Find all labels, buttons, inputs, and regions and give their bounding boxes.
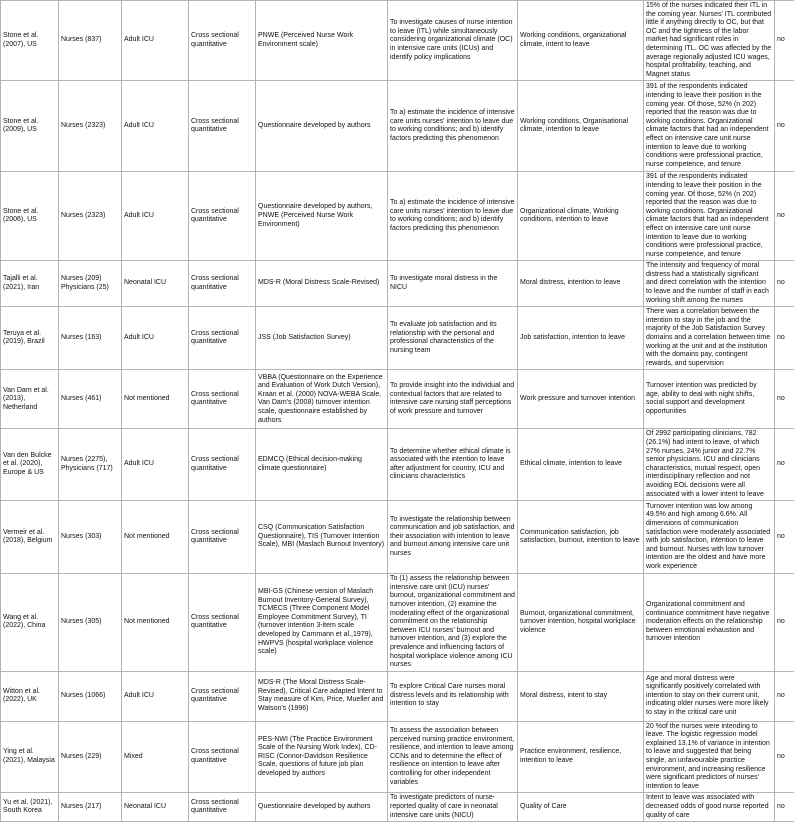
design-cell: Cross sectional quantitative	[189, 721, 256, 793]
instrument-cell: JSS (Job Satisfaction Survey)	[256, 307, 388, 370]
aim-cell: To investigate predictors of nurse-reported quality of care in neonatal intensive care units (NICU)	[388, 793, 518, 822]
findings-cell: 391 of the respondents indicated intending to leave their position in the coming year. Of those, 52% (n 202) reported that the reason was due to working conditions. Organizational climate factors that had an independent effect on intensive care unit nurse intention to leave due to working conditions were professional practice, nurse competence, and tenure	[644, 172, 775, 261]
design-cell: Cross sectional quantitative	[189, 793, 256, 822]
instrument-cell: PNWE (Perceived Nurse Work Environment scale)	[256, 1, 388, 81]
variables-cell: Moral distress, intention to leave	[518, 261, 644, 307]
study-cell: Van den Bulcke et al. (2020), Europe & US	[1, 429, 59, 501]
aim-cell: To assess the association between perceived nursing practice environment, resilience, and intention to leave among CCNs and to determine the effect of resilience on intention to leave after controlling for other independent variables	[388, 721, 518, 793]
intention-flag-cell: no	[775, 81, 794, 172]
findings-cell: 15% of the nurses indicated their ITL in the coming year. Nurses' ITL contributed little if anything directly to OC, but that OC and the tightness of the labor market had significant roles in determining ITL. OC was affected by the average regionally adjusted ICU wages, hospital profitability, teaching, and Magnet status	[644, 1, 775, 81]
table-row	[1, 721, 794, 793]
setting-cell: Neonatal ICU	[122, 261, 189, 307]
setting-cell: Not mentioned	[122, 370, 189, 429]
design-cell: Cross sectional quantitative	[189, 574, 256, 672]
studies-table-body	[1, 1, 794, 822]
aim-cell: To (1) assess the relationship between intensive care unit (ICU) nurses' burnout, organizational commitment and turnover intention, (2) examine the moderating effect of the organizational commitment on the relationship between ICU nurses' burnout and turnover intention, and (3) explore the prevalence and influencing factors of hospital workplace violence among ICU nurses	[388, 574, 518, 672]
table-row	[1, 307, 794, 370]
study-cell: Vermeir et al. (2018), Belgium	[1, 501, 59, 574]
intention-flag-cell: no	[775, 1, 794, 81]
participants-cell: Nurses (209) Physicians (25)	[59, 261, 122, 307]
study-cell: Stone et al. (2009), US	[1, 81, 59, 172]
aim-cell: To investigate moral distress in the NICU	[388, 261, 518, 307]
variables-cell: Communication satisfaction, job satisfaction, burnout, intention to leave	[518, 501, 644, 574]
variables-cell: Work pressure and turnover intention	[518, 370, 644, 429]
instrument-cell: MDS-R (Moral Distress Scale-Revised)	[256, 261, 388, 307]
intention-flag-cell: no	[775, 429, 794, 501]
study-cell: Witton et al. (2022), UK	[1, 671, 59, 721]
design-cell: Cross sectional quantitative	[189, 307, 256, 370]
findings-cell: Intent to leave was associated with decreased odds of good nurse reported quality of care	[644, 793, 775, 822]
table-row	[1, 81, 794, 172]
design-cell: Cross sectional quantitative	[189, 172, 256, 261]
participants-cell: Nurses (303)	[59, 501, 122, 574]
variables-cell: Job satisfaction, intention to leave	[518, 307, 644, 370]
table-row	[1, 574, 794, 672]
findings-cell: The intensity and frequency of moral distress had a statistically significant and direct correlation with the intention to leave and the number of staff in each working shift among the nurses	[644, 261, 775, 307]
instrument-cell: MBI-GS (Chinese version of Maslach Burnout Inventory-General Survey), TCMECS (Three Component Model Employee Commitment Survey), TI (turnover intention 3-item scale developed by Cammann et al.,1979), HWPVS (hospital workplace violence scale)	[256, 574, 388, 672]
participants-cell: Nurses (1066)	[59, 671, 122, 721]
table-row	[1, 671, 794, 721]
setting-cell: Adult ICU	[122, 81, 189, 172]
setting-cell: Not mentioned	[122, 574, 189, 672]
table-row	[1, 172, 794, 261]
table-row	[1, 501, 794, 574]
findings-cell: Of 2992 participating clinicians, 782 (26.1%) had intent to leave, of which 27% nurses, 24% junior and 22.7% senior physicians. ICU and clinicians characteristics, mutual respect, open interdisciplinary reflection and not avoiding EOL decisions were all associated with a lower intent to leave	[644, 429, 775, 501]
aim-cell: To a) estimate the incidence of intensive care units nurses' intention to leave due to working conditions; and b) identify factors predicting this phenomenon	[388, 81, 518, 172]
table-row	[1, 793, 794, 822]
intention-flag-cell: no	[775, 261, 794, 307]
setting-cell: Adult ICU	[122, 1, 189, 81]
study-cell: Stone et al. (2006), US	[1, 172, 59, 261]
setting-cell: Not mentioned	[122, 501, 189, 574]
variables-cell: Working conditions, Organisational climate, intention to leave	[518, 81, 644, 172]
variables-cell: Organizational climate, Working conditions, intention to leave	[518, 172, 644, 261]
table-row	[1, 370, 794, 429]
design-cell: Cross sectional quantitative	[189, 81, 256, 172]
participants-cell: Nurses (229)	[59, 721, 122, 793]
intention-flag-cell: no	[775, 307, 794, 370]
aim-cell: To investigate causes of nurse intention to leave (ITL) while simultaneously considering organizational climate (OC) in intensive care units (ICUs) and identify policy implications	[388, 1, 518, 81]
instrument-cell: MDS-R (The Moral Distress Scale-Revised), Critical Care adapted Intent to Stay measure of Kim, Price, Mueller and Watson's (1996)	[256, 671, 388, 721]
aim-cell: To determine whether ethical climate is associated with the intention to leave after adjustment for country, ICU and clinicians characteristics	[388, 429, 518, 501]
instrument-cell: Questionnaire developed by authors, PNWE (Perceived Nurse Work Environment)	[256, 172, 388, 261]
study-cell: Yu et al. (2021), South Korea	[1, 793, 59, 822]
instrument-cell: PES-NWI (The Practice Environment Scale of the Nursing Work Index), CD-RISC (Connor-Davidson Resilience Scale, questions of future job plan developed by authors	[256, 721, 388, 793]
study-cell: Ying et al. (2021), Malaysia	[1, 721, 59, 793]
participants-cell: Nurses (2275), Physicians (717)	[59, 429, 122, 501]
setting-cell: Adult ICU	[122, 429, 189, 501]
design-cell: Cross sectional quantitative	[189, 370, 256, 429]
findings-cell: 20 %of the nurses were intending to leave. The logistic regression model explained 13.1% of variance in intention to leave and suggested that being single, an unfavourable practice environment, and increasing resilience were significant predictors of nurses' intention to leave	[644, 721, 775, 793]
intention-flag-cell: no	[775, 370, 794, 429]
participants-cell: Nurses (163)	[59, 307, 122, 370]
setting-cell: Mixed	[122, 721, 189, 793]
instrument-cell: EDMCQ (Ethical decision-making climate questionnaire)	[256, 429, 388, 501]
intention-flag-cell: no	[775, 574, 794, 672]
variables-cell: Ethical climate, intention to leave	[518, 429, 644, 501]
participants-cell: Nurses (305)	[59, 574, 122, 672]
study-cell: Teruya et al. (2019), Brazil	[1, 307, 59, 370]
aim-cell: To investigate the relationship between communication and job satisfaction, and their association with intention to leave and burnout among intensive care unit nurses	[388, 501, 518, 574]
setting-cell: Adult ICU	[122, 671, 189, 721]
setting-cell: Neonatal ICU	[122, 793, 189, 822]
setting-cell: Adult ICU	[122, 172, 189, 261]
participants-cell: Nurses (217)	[59, 793, 122, 822]
setting-cell: Adult ICU	[122, 307, 189, 370]
variables-cell: Practice environment, resilience, intention to leave	[518, 721, 644, 793]
intention-flag-cell: no	[775, 671, 794, 721]
variables-cell: Moral distress, intent to stay	[518, 671, 644, 721]
variables-cell: Working conditions, organizational climate, intent to leave	[518, 1, 644, 81]
study-cell: Wang et al. (2022), China	[1, 574, 59, 672]
aim-cell: To provide insight into the individual and contextual factors that are related to intensive care nursing staff perceptions of work pressure and turnover	[388, 370, 518, 429]
intention-flag-cell: no	[775, 172, 794, 261]
instrument-cell: Questionnaire developed by authors	[256, 793, 388, 822]
intention-flag-cell: no	[775, 721, 794, 793]
design-cell: Cross sectional quantitative	[189, 671, 256, 721]
intention-flag-cell: no	[775, 793, 794, 822]
aim-cell: To explore Critical Care nurses moral distress levels and its relationship with intention to stay	[388, 671, 518, 721]
variables-cell: Quality of Care	[518, 793, 644, 822]
participants-cell: Nurses (837)	[59, 1, 122, 81]
design-cell: Cross sectional quantitative	[189, 261, 256, 307]
participants-cell: Nurses (2323)	[59, 172, 122, 261]
study-cell: Van Dam et al. (2013), Netherland	[1, 370, 59, 429]
instrument-cell: Questionnaire developed by authors	[256, 81, 388, 172]
instrument-cell: VBBA (Questionnaire on the Experience and Evaluation of Work Dutch Version), Kraan et al. (2000) NOVA-WEBA Scale, Van Dam's (2008) turnover intention scale, questionnaire established by authors	[256, 370, 388, 429]
design-cell: Cross sectional quantitative	[189, 501, 256, 574]
findings-cell: Turnover intention was low among 49.5% and high among 6.6%. All dimensions of communication satisfaction were moderately associated with job satisfaction, intention to leave and burnout. Nurses with low turnover intention are the oldest and have more work experience	[644, 501, 775, 574]
table-row	[1, 429, 794, 501]
aim-cell: To a) estimate the incidence of intensive care units nurses' intention to leave due to working conditions; and b) identify factors predicting this phenomenon	[388, 172, 518, 261]
findings-cell: Turnover intention was predicted by age, ability to deal with night shifts, social support and development opportunities	[644, 370, 775, 429]
table-row	[1, 1, 794, 81]
design-cell: Cross sectional quantitative	[189, 1, 256, 81]
variables-cell: Burnout, organizational commitment, turnover intention, hospital workplace violence	[518, 574, 644, 672]
participants-cell: Nurses (461)	[59, 370, 122, 429]
study-cell: Tajalli et al. (2021), Iran	[1, 261, 59, 307]
findings-cell: 391 of the respondents indicated intending to leave their position in the coming year. Of those, 52% (n 202) reported that the reason was due to working conditions. Organizational climate factors that had an independent effect on intensive care unit nurse intention to leave due to working conditions were professional practice, nurse competence, and tenure	[644, 81, 775, 172]
findings-cell: Organizational commitment and continuance commitment have negative moderation effects on the relationship between emotional exhaustion and turnover intention	[644, 574, 775, 672]
design-cell: Cross sectional quantitative	[189, 429, 256, 501]
aim-cell: To evaluate job satisfaction and its relationship with the personal and professional characteristics of the nursing team	[388, 307, 518, 370]
study-cell: Stone et al. (2007), US	[1, 1, 59, 81]
findings-cell: Age and moral distress were significantly positively correlated with intention to stay on their current unit, indicating older nurses were more likely to stay in the critical care unit	[644, 671, 775, 721]
instrument-cell: CSQ (Communication Satisfaction Questionnaire), TIS (Turnover Intention Scale), MBI (Maslach Burnout Inventory)	[256, 501, 388, 574]
intention-flag-cell: no	[775, 501, 794, 574]
participants-cell: Nurses (2323)	[59, 81, 122, 172]
findings-cell: There was a correlation between the intention to stay in the job and the majority of the Job Satisfaction Survey domains and a correlation between time working at the unit and at the institution with the domains pay, contingent rewards, and supervision	[644, 307, 775, 370]
table-row	[1, 261, 794, 307]
